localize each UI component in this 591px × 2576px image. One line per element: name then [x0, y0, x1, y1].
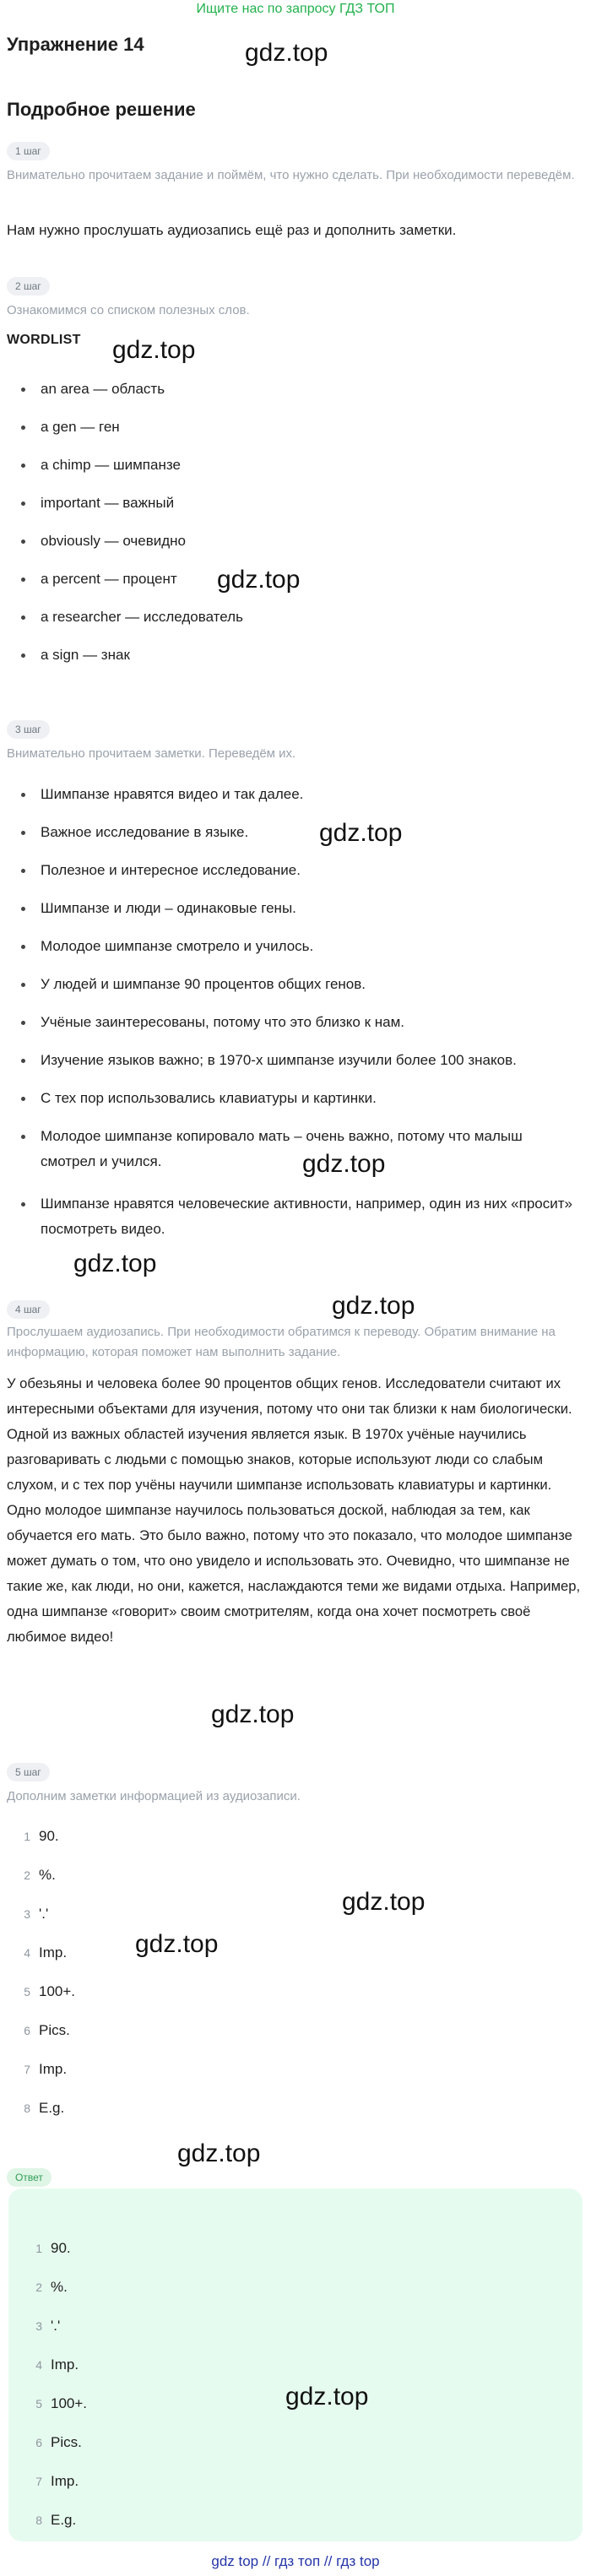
section-title: Подробное решение: [7, 99, 196, 120]
watermark: gdz.top: [245, 39, 328, 67]
item-text: Imp.: [39, 1944, 68, 1960]
item-number: 6: [24, 2024, 30, 2037]
list-item: [7, 2057, 581, 2096]
list-item: С тех пор использовались клавиатуры и картинки.: [7, 1086, 581, 1124]
item-number: 3: [35, 2319, 42, 2333]
list-item: Важное исследование в языке.: [7, 820, 581, 858]
step-badge-1: 1 шаг: [7, 142, 50, 160]
list-item: [7, 2018, 581, 2057]
item-text: Imp.: [51, 2473, 79, 2489]
list-item: Полезное и интересное исследование.: [7, 858, 581, 896]
list-item: [7, 1863, 581, 1901]
list-item: Молодое шимпанзе копировало мать – очень важно, потому что малыш смотрел и учился.: [7, 1124, 581, 1191]
item-text: 100+.: [51, 2395, 88, 2411]
list-item: [19, 2313, 576, 2352]
step-hint-5: Дополним заметки информацией из аудиозаписи.: [7, 1789, 301, 1803]
step-hint-2: Ознакомимся со списком полезных слов.: [7, 303, 250, 317]
list-item: [7, 1940, 581, 1979]
list-item: Шимпанзе и люди – одинаковые гены.: [7, 896, 581, 934]
footer-separator: //: [323, 2553, 333, 2569]
watermark: gdz.top: [73, 1250, 157, 1277]
item-number: 5: [35, 2397, 42, 2411]
item-number: 7: [24, 2063, 30, 2076]
item-number: 2: [35, 2280, 42, 2294]
item-text: E.g.: [39, 2100, 65, 2116]
item-number: 8: [35, 2514, 42, 2527]
list-item: [7, 1979, 581, 2018]
item-text: %.: [51, 2279, 68, 2295]
list-item: [19, 2469, 576, 2508]
item-text: '.': [39, 1906, 49, 1922]
step-hint-3: Внимательно прочитаем заметки. Переведём их.: [7, 746, 296, 761]
list-item: [19, 2275, 576, 2313]
watermark: gdz.top: [302, 1150, 386, 1178]
answer-badge: Ответ: [7, 2168, 52, 2187]
item-number: 5: [24, 1985, 30, 1998]
watermark: gdz.top: [332, 1292, 415, 1320]
footer-link-gdz-top-mixed[interactable]: гдз top: [336, 2553, 380, 2569]
list-item: a chimp — шимпанзе: [7, 453, 581, 491]
list-item: a researcher — исследователь: [7, 605, 581, 643]
item-number: 1: [24, 1830, 30, 1843]
item-number: 7: [35, 2475, 42, 2488]
list-item: [19, 2236, 576, 2275]
step-badge-3: 3 шаг: [7, 720, 50, 739]
item-text: 90.: [51, 2240, 71, 2256]
list-item: Молодое шимпанзе смотрело и училось.: [7, 934, 581, 972]
item-text: 90.: [39, 1828, 59, 1844]
item-number: 6: [35, 2436, 42, 2449]
step-hint-4: Прослушаем аудиозапись. При необходимости обратимся к переводу. Обратим внимание на информацию, которая поможет нам выполнить задание.: [7, 1325, 556, 1359]
list-item: [7, 1901, 581, 1940]
step-text-1: Нам нужно прослушать аудиозапись ещё раз и дополнить заметки.: [7, 222, 457, 238]
step-text-4: У обезьяны и человека более 90 процентов общих генов. Исследователи считают их интересными объектами для изучения, потому что они так близки к нам биологически. Одной из важных областей изучения является язык. В 1970х учёные научились разговаривать с людьми с помощью знаков, которые используют люди со слабым слухом, и с тех пор учёны научили шимпанзе использовать клавиатуры и картинки. Одно молодое шимпанзе научилось пользоваться доской, наблюдая за тем, как обучается его мать. Это было важно, потому что это показало, что молодое шимпанзе может думать о том, что оно увидело и использовать это. Очевидно, что шимпанзе не такие же, как люди, но они, кажется, наслаждаются теми же видами отдыха. Например, одна шимпанзе «говорит» своим смотрителям, когда она хочет посмотреть своё любимое видео!: [7, 1375, 581, 1645]
step-hint-1: Внимательно прочитаем задание и поймём, что нужно сделать. При необходимости переведём.: [7, 168, 575, 182]
item-number: 4: [35, 2358, 42, 2372]
item-text: %.: [39, 1867, 56, 1883]
footer-link-gdz-top[interactable]: gdz top: [211, 2553, 259, 2569]
item-text: E.g.: [51, 2512, 77, 2528]
list-item: [19, 2508, 576, 2546]
list-item: an area — область: [7, 377, 581, 415]
list-item: important — важный: [7, 491, 581, 529]
watermark: gdz.top: [135, 1930, 219, 1958]
step-badge-4: 4 шаг: [7, 1300, 50, 1319]
list-item: У людей и шимпанзе 90 процентов общих генов.: [7, 972, 581, 1010]
item-text: Imp.: [39, 2061, 68, 2077]
watermark: gdz.top: [112, 336, 196, 364]
list-item: obviously — очевидно: [7, 529, 581, 567]
watermark: gdz.top: [319, 819, 403, 847]
notes-list: [7, 782, 581, 1242]
footer-links: [0, 2553, 591, 2570]
list-item: a gen — ген: [7, 415, 581, 453]
item-text: Pics.: [39, 2022, 70, 2038]
page-title: Упражнение 14: [7, 34, 144, 55]
item-number: 4: [24, 1946, 30, 1960]
list-item: Учёные заинтересованы, потому что это близко к нам.: [7, 1010, 581, 1048]
item-text: '.': [51, 2318, 61, 2334]
watermark: gdz.top: [285, 2383, 369, 2411]
list-item: a percent — процент: [7, 567, 581, 605]
watermark: gdz.top: [342, 1888, 426, 1916]
footer-separator: //: [262, 2553, 271, 2569]
item-text: Imp.: [51, 2356, 79, 2373]
list-item: a sign — знак: [7, 643, 581, 681]
list-item: [19, 2430, 576, 2469]
item-number: 1: [35, 2242, 42, 2255]
watermark: gdz.top: [177, 2139, 261, 2167]
list-item: Изучение языков важно; в 1970-х шимпанзе изучили более 100 знаков.: [7, 1048, 581, 1086]
notes-completed-list: [7, 1824, 581, 2134]
list-item: Шимпанзе нравятся видео и так далее.: [7, 782, 581, 820]
watermark: gdz.top: [217, 566, 301, 594]
wordlist-title: WORDLIST: [7, 333, 81, 347]
list-item: [7, 2096, 581, 2134]
list-item: [7, 1824, 581, 1863]
watermark: gdz.top: [211, 1700, 295, 1728]
footer-link-gdz-top-ru[interactable]: гдз топ: [274, 2553, 321, 2569]
item-number: 2: [24, 1868, 30, 1882]
step-badge-2: 2 шаг: [7, 277, 50, 296]
step-badge-5: 5 шаг: [7, 1763, 50, 1782]
item-text: Pics.: [51, 2434, 82, 2450]
item-number: 3: [24, 1907, 30, 1921]
top-banner[interactable]: Ищите нас по запросу ГДЗ ТОП: [196, 2, 395, 16]
item-text: 100+.: [39, 1983, 76, 1999]
item-number: 8: [24, 2101, 30, 2115]
list-item: Шимпанзе нравятся человеческие активности, например, один из них «просит» посмотреть видео.: [7, 1191, 581, 1242]
wordlist: [7, 377, 581, 681]
